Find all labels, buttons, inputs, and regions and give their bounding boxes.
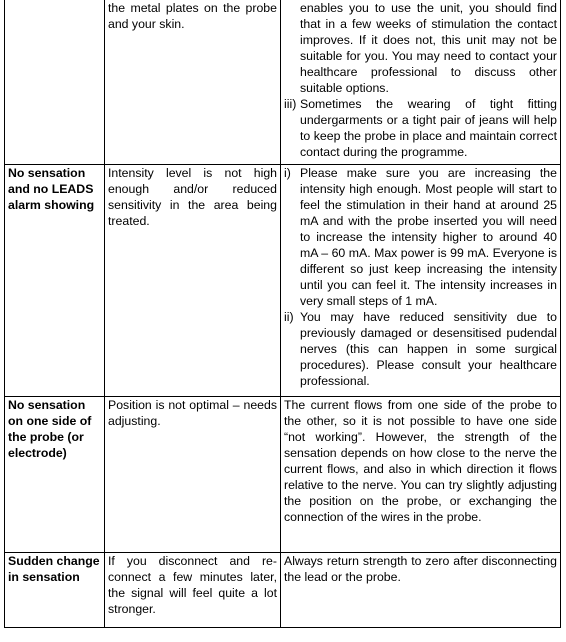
solution-cell: The current flows from one side of the probe to the other, so it is not possible to have one side “not working”. However, the strength of the sensation depends on how close to the nerve the current flows, and also in which direction it flows relative to the nerve. You can try slightly adjusting the position on the probe, or exchanging the connection of the wires in the probe. xyxy=(281,397,561,553)
cause-cell: Intensity level is not high enough and/or reduced sensitivity in the area being treated. xyxy=(105,165,281,397)
solution-cell xyxy=(281,165,561,397)
cause-cell: Position is not optimal – needs adjusting. xyxy=(105,397,281,553)
problem-cell: Sudden change in sensation xyxy=(5,553,105,628)
problem-cell: No sensation on one side of the probe (or electrode) xyxy=(5,397,105,553)
table-row xyxy=(5,165,561,397)
list-item xyxy=(284,96,557,160)
solution-cell: Always return strength to zero after disconnecting the lead or the probe. xyxy=(281,553,561,628)
table-row xyxy=(5,0,561,165)
troubleshooting-table xyxy=(4,0,561,628)
table-row xyxy=(5,397,561,553)
list-item-text: You may have reduced sensitivity due to previously damaged or desensitised pudendal nerves (this can happen in some surgical procedures). Please consult your healthcare professional. xyxy=(300,310,557,388)
list-item xyxy=(284,309,557,389)
solution-list xyxy=(284,165,557,389)
problem-cell: No sensation and no LEADS alarm showing xyxy=(5,165,105,397)
list-item-text: Sometimes the wearing of tight fitting undergarments or a tight pair of jeans will help to keep the probe in place and maintain correct contact during the programme. xyxy=(300,97,557,159)
list-marker: i) xyxy=(284,166,291,180)
cause-cell: If you disconnect and re-connect a few minutes later, the signal will feel quite a lot stronger. xyxy=(105,553,281,628)
list-marker: ii) xyxy=(284,310,294,324)
solution-continuation-text: enables you to use the unit, you should find that in a few weeks of stimulation the contact improves. If it does not, this unit may not be suitable for you. You may need to contact your healthcare professional to discuss other suitable options. xyxy=(300,1,557,95)
table-row xyxy=(5,553,561,628)
problem-cell xyxy=(5,0,105,165)
cause-cell: the metal plates on the probe and your skin. xyxy=(105,0,281,165)
solution-cell xyxy=(281,0,561,165)
list-marker: iii) xyxy=(284,97,297,111)
solution-list xyxy=(284,96,557,160)
list-item xyxy=(284,165,557,309)
list-item-text: Please make sure you are increasing the intensity high enough. Most people will start to feel the stimulation in their hand at around 25 mA and with the probe inserted you will need to increase the intensity higher to around 40 mA – 60 mA. Max power is 99 mA. Everyone is different so just keep increasing the intensity until you can feel it. The intensity increases in very small steps of 1 mA. xyxy=(300,166,557,308)
